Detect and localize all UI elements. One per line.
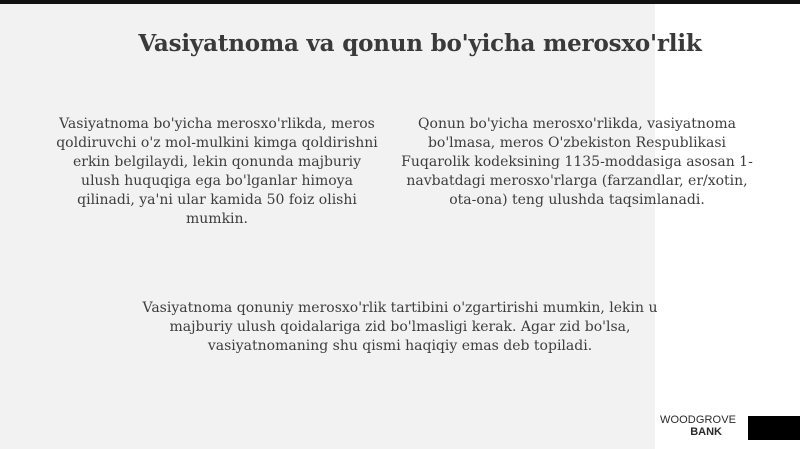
paragraph-will-vs-law: Vasiyatnoma qonuniy merosxo'rlik tartibini o'zgartirishi mumkin, lekin u majburiy ulush qoidalariga zid bo'lmasligi kerak. Agar zid bo'lsa, vasiyatnomaning shu qismi haqiqiy emas deb topiladi. [142,300,658,354]
paragraph-legal-inheritance: Qonun bo'yicha merosxo'rlikda, vasiyatnoma bo'lmasa, meros O'zbekiston Respublikasi Fuqarolik kodeksining 1135-moddasiga asosan 1-navbatdagi merosxo'rlarga (farzandlar, er/xotin, ota-ona) teng ulushda taqsimlanadi. [401,116,753,208]
corner-black-block [748,416,800,440]
paragraph-testamentary-inheritance: Vasiyatnoma bo'yicha merosxo'rlikda, meros qoldiruvchi o'z mol-mulkini kimga qoldirishni erkin belgilaydi, lekin qonunda majburiy ulush huquqiga ega bo'lganlar himoya qilinadi, ya'ni ular kamida 50 foiz olishi mumkin. [56,116,378,227]
woodgrove-bank-logo [660,414,737,438]
slide-title: Vasiyatnoma va qonun bo'yicha merosxo'rlik [138,30,702,57]
logo-line-bank: BANK [690,426,722,438]
logo-line-woodgrove: WOODGROVE [660,414,737,426]
